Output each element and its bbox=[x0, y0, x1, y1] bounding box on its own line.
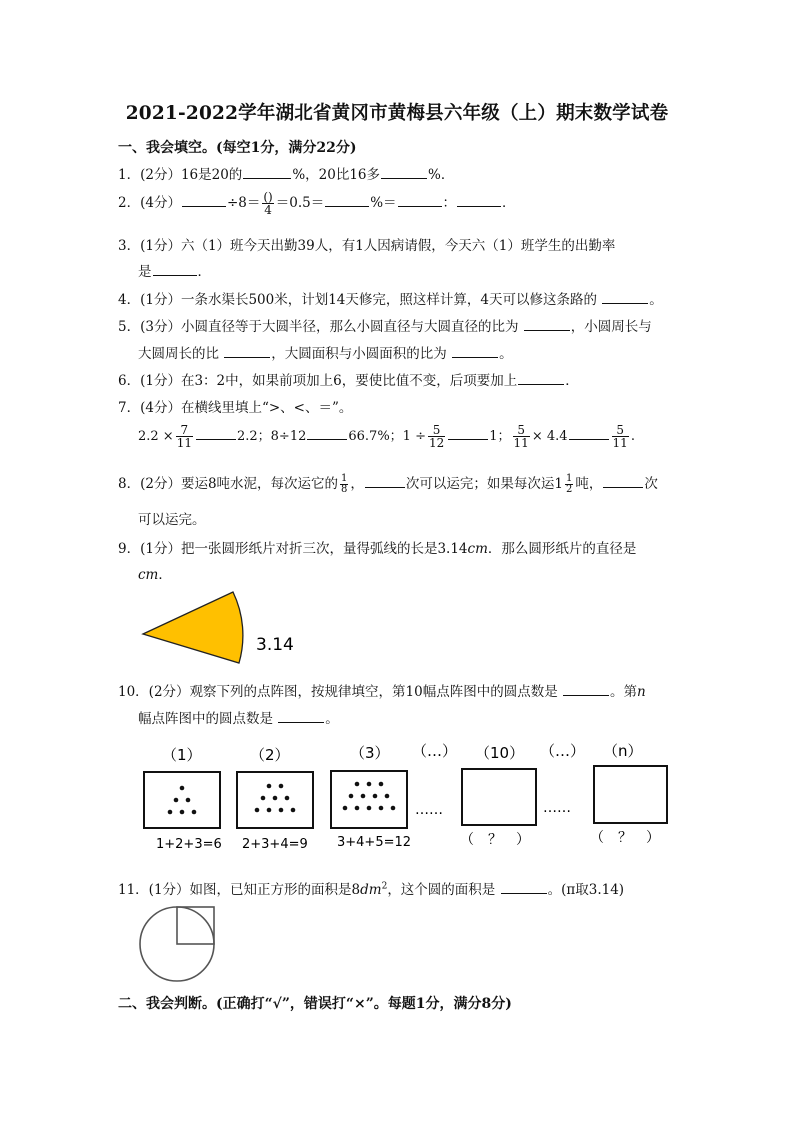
section-1-heading: 一、我会填空。(每空1分，满分22分) bbox=[118, 140, 357, 156]
answer-blank[interactable] bbox=[602, 290, 648, 304]
answer-blank[interactable] bbox=[243, 165, 291, 179]
sum-label-1: 1+2+3=6 bbox=[156, 837, 222, 852]
question-2: 2．(4分） ÷8＝ $\frac{()}{4}$ ＝0.5＝ %＝ ： ． bbox=[118, 190, 516, 217]
figure-label-ellipsis: （…） bbox=[412, 742, 458, 760]
ellipsis-dots: …… bbox=[543, 800, 571, 816]
dot-box-10 bbox=[462, 769, 536, 825]
question-9-cont: cm． bbox=[138, 567, 172, 583]
answer-blank[interactable] bbox=[569, 426, 609, 440]
page-title: 2021-2022学年湖北省黄冈市黄梅县六年级（上）期末数学试卷 bbox=[125, 103, 669, 124]
question-8: 8．(2分）要运8吨水泥，每次运它的 $\frac{1}{8}$ ， 次可以运完；如果每次运1 $\frac{1}{2}$ 吨， 次 bbox=[118, 473, 658, 495]
arc-length-label: 3.14 bbox=[256, 635, 294, 655]
question-5: 5．(3分）小圆直径等于大圆半径，那么小圆直径与大圆直径的比为 ，小圆周长与 bbox=[118, 319, 652, 335]
fraction: $\frac{()}{4}$ bbox=[263, 190, 273, 217]
figure-label-ellipsis: （…） bbox=[540, 742, 586, 760]
fraction: $\frac{1}{2}$ bbox=[566, 473, 573, 495]
question-5-cont: 大圆周长的比 ，大圆面积与小圆面积的比为 。 bbox=[138, 346, 513, 362]
circle-sector bbox=[143, 592, 243, 663]
answer-blank[interactable] bbox=[224, 344, 270, 358]
question-6: 6．(1分）在3：2中，如果前项加上6，要使比值不变，后项要加上 ． bbox=[118, 373, 579, 389]
dot-group-1 bbox=[168, 786, 197, 815]
section-2-heading: 二、我会判断。(正确打“√”，错误打“×”。每题1分，满分8分) bbox=[118, 996, 512, 1012]
question-7-expressions: 2.2 × $\frac{7}{11}$ 2.2；8÷12 66.7%；1 ÷ $\frac{5}{12}$ 1； $\frac{5}{11}$ × 4.4 $\frac{5}{11}$ . bbox=[138, 423, 635, 450]
answer-blank[interactable] bbox=[365, 474, 405, 488]
question-1: 1．(2分）16是20的 %，20比16多 %． bbox=[118, 167, 455, 183]
answer-blank[interactable] bbox=[518, 371, 564, 385]
fraction: $\frac{5}{11}$ bbox=[513, 423, 529, 450]
question-10-cont: 幅点阵图中的圆点数是 。 bbox=[138, 711, 339, 727]
sum-label-3: 3+4+5=12 bbox=[337, 835, 412, 850]
answer-placeholder-10: （ ？ ） bbox=[460, 832, 530, 848]
ellipsis-dots: …… bbox=[415, 802, 443, 818]
dot-box-1 bbox=[144, 772, 220, 828]
sum-label-2: 2+3+4=9 bbox=[242, 837, 308, 852]
dot-group-3 bbox=[343, 782, 396, 811]
dot-group-2 bbox=[255, 784, 296, 813]
figure-label-3: （3） bbox=[350, 744, 390, 762]
sector-figure bbox=[138, 588, 308, 668]
circle-square-figure bbox=[138, 904, 218, 984]
answer-blank[interactable] bbox=[524, 317, 570, 331]
figure-label-2: （2） bbox=[250, 746, 290, 764]
answer-blank[interactable] bbox=[325, 193, 369, 207]
answer-blank[interactable] bbox=[398, 193, 442, 207]
figure-label-10: （10） bbox=[475, 744, 525, 762]
answer-blank[interactable] bbox=[307, 426, 347, 440]
answer-blank[interactable] bbox=[196, 426, 236, 440]
question-3: 3．(1分）六（1）班今天出勤39人，有1人因病请假，今天六（1）班学生的出勤率 bbox=[118, 238, 616, 254]
fraction: $\frac{7}{11}$ bbox=[176, 423, 192, 450]
question-10: 10．(2分）观察下列的点阵图，按规律填空，第10幅点阵图中的圆点数是 。第n bbox=[118, 684, 646, 700]
answer-blank[interactable] bbox=[278, 709, 324, 723]
answer-blank[interactable] bbox=[182, 193, 226, 207]
dot-array-figure bbox=[130, 738, 675, 856]
question-4: 4．(1分）一条水渠长500米，计划14天修完，照这样计算，4天可以修这条路的 。 bbox=[118, 292, 663, 308]
dot-box-n bbox=[594, 766, 667, 823]
answer-blank[interactable] bbox=[501, 880, 547, 894]
answer-blank[interactable] bbox=[452, 344, 498, 358]
answer-blank[interactable] bbox=[563, 682, 609, 696]
fraction: $\frac{1}{8}$ bbox=[341, 473, 348, 495]
answer-blank[interactable] bbox=[457, 193, 501, 207]
answer-blank[interactable] bbox=[381, 165, 427, 179]
question-7: 7．(4分）在横线里填上“>、<、＝”。 bbox=[118, 400, 353, 416]
figure-label-1: （1） bbox=[162, 746, 202, 764]
fraction: $\frac{5}{12}$ bbox=[428, 423, 445, 450]
dot-box-3 bbox=[331, 771, 407, 828]
fraction: $\frac{5}{11}$ bbox=[612, 423, 628, 450]
answer-blank[interactable] bbox=[603, 474, 643, 488]
question-11: 11．(1分）如图，已知正方形的面积是$8dm^2$，这个圆的面积是 。(π取3.14) bbox=[118, 881, 625, 898]
figure-label-n: （n） bbox=[603, 742, 643, 760]
question-3-cont: 是 ． bbox=[138, 264, 211, 280]
question-8-cont: 可以运完。 bbox=[138, 512, 206, 528]
question-9: 9．(1分）把一张圆形纸片对折三次，量得弧线的长是3.14cm．那么圆形纸片的直径是 bbox=[118, 541, 637, 557]
answer-blank[interactable] bbox=[448, 426, 488, 440]
answer-placeholder-n: （ ？ ） bbox=[590, 830, 660, 846]
answer-blank[interactable] bbox=[153, 262, 197, 276]
